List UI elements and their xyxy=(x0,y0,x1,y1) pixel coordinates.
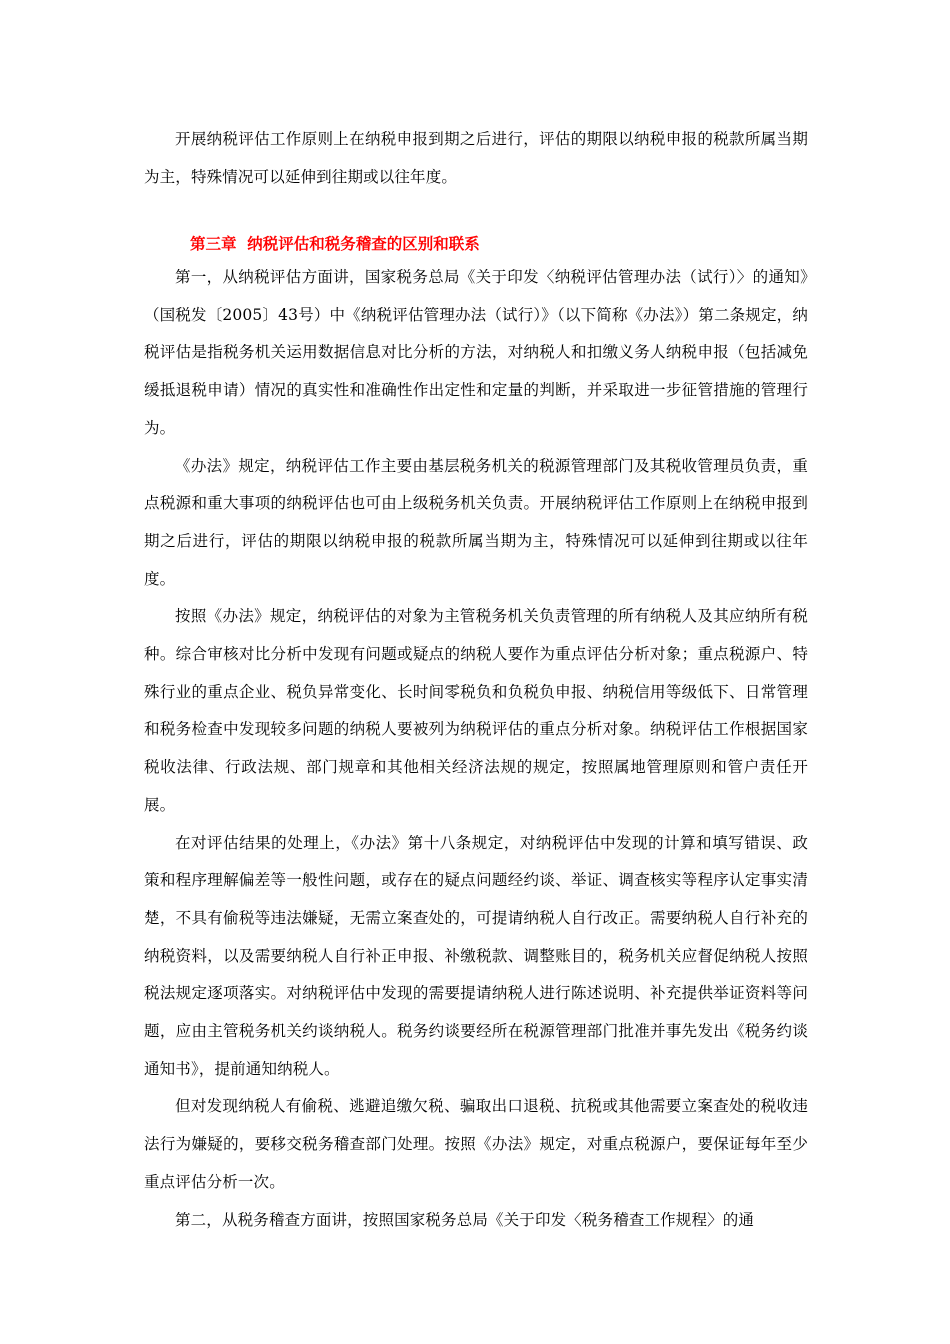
intro-paragraph: 开展纳税评估工作原则上在纳税申报到期之后进行，评估的期限以纳税申报的税款所属当期为主，特殊情况可以延伸到往期或以往年度。 xyxy=(144,130,808,186)
body-paragraph: 《办法》规定，纳税评估工作主要由基层税务机关的税源管理部门及其税收管理员负责，重点税源和重大事项的纳税评估也可由上级税务机关负责。开展纳税评估工作原则上在纳税申报到期之后进行，评估的期限以纳税申报的税款所属当期为主，特殊情况可以延伸到往期或以往年度。 xyxy=(144,456,808,588)
body-paragraph: 但对发现纳税人有偷税、逃避追缴欠税、骗取出口退税、抗税或其他需要立案查处的税收违法行为嫌疑的，要移交税务稽查部门处理。按照《办法》规定，对重点税源户，要保证每年至少重点评估分析一次。 xyxy=(144,1097,808,1191)
body-paragraph: 按照《办法》规定，纳税评估的对象为主管税务机关负责管理的所有纳税人及其应纳所有税种。综合审核对比分析中发现有问题或疑点的纳税人要作为重点评估分析对象；重点税源户、特殊行业的重点企业、税负异常变化、长时间零税负和负税负申报、纳税信用等级低下、日常管理和税务检查中发现较多问题的纳税人要被列为纳税评估的重点分析对象。纳税评估工作根据国家税收法律、行政法规、部门规章和其他相关经济法规的规定，按照属地管理原则和管户责任开展。 xyxy=(144,607,808,814)
chapter-heading: 第三章 纳税评估和税务稽查的区别和联系 xyxy=(190,235,480,253)
intro-section xyxy=(144,121,808,196)
body-paragraph: 在对评估结果的处理上，《办法》第十八条规定，对纳税评估中发现的计算和填写错误、政策和程序理解偏差等一般性问题，或存在的疑点问题经约谈、举证、调查核实等程序认定事实清楚，不具有偷税等违法嫌疑，无需立案查处的，可提请纳税人自行改正。需要纳税人自行补充的纳税资料，以及需要纳税人自行补正申报、补缴税款、调整账目的，税务机关应督促纳税人按照税法规定逐项落实。对纳税评估中发现的需要提请纳税人进行陈述说明、补充提供举证资料等问题，应由主管税务机关约谈纳税人。税务约谈要经所在税源管理部门批准并事先发出《税务约谈通知书》，提前通知纳税人。 xyxy=(144,833,808,1078)
body-section xyxy=(144,259,808,1239)
body-paragraph: 第二，从税务稽查方面讲，按照国家税务总局《关于印发〈税务稽查工作规程〉的通 xyxy=(175,1210,755,1229)
body-paragraph: 第一，从纳税评估方面讲，国家税务总局《关于印发〈纳税评估管理办法（试行）〉的通知》（国税发〔2005〕43号）中《纳税评估管理办法（试行）》（以下简称《办法》）第二条规定，纳税评估是指税务机关运用数据信息对比分析的方法，对纳税人和扣缴义务人纳税申报（包括减免缓抵退税申请）情况的真实性和准确性作出定性和定量的判断，并采取进一步征管措施的管理行为。 xyxy=(144,268,808,437)
